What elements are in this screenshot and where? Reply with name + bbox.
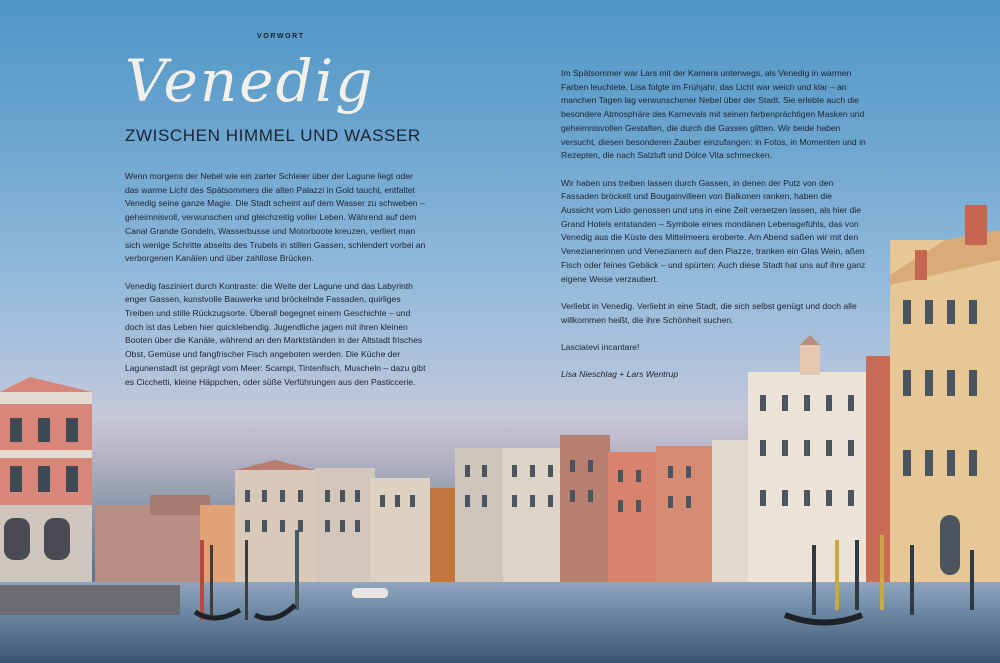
right-paragraph-1: Im Spätsommer war Lars mit der Kamera unterwegs, als Venedig in warmen Farben leuchtete. Lisa folgte im Frühjahr, das Licht war weich und klar – an manchen Tagen lag verwunschener Nebel über der Stadt. Sie erlebte auch die besondere Atmosphäre des Karnevals mit seinen farbenprächtigen Masken und geheimnisvollen Gestalten, die durch die Gassen glitten. Wir beide haben versucht, diesen besonderen Zauber einzufangen: in Fotos, in Momenten und in Rezepten, die nach Salzluft und Dolce Vita schmecken. xyxy=(561,68,866,161)
subtitle: ZWISCHEN HIMMEL UND WASSER xyxy=(125,126,421,145)
right-paragraph-4: Lasciatevi incantare! xyxy=(561,342,640,353)
left-paragraph-2: Venedig fasziniert durch Kontraste: die Weite der Lagune und das Labyrinth enger Gassen, kunstvolle Bauwerke und bröckelnde Fassaden, quirliges Treiben und stille Rückzugsorte. Überall begegnet einem Geschichte – und doch ist das Leben hier quicklebendig. Jugendliche jagen mit ihren kleinen Booten über die Kanäle, während an den Marktständen in der Altstadt frisches Obst, Gemüse und fangfrischer Fisch angeboten werden. Die Küche der Lagunenstadt ist geprägt vom Meer: Scampi, Tintenfisch, Muscheln – dazu gibt es Cicchetti, kleine Häppchen, oder süße Verführungen aus den Pasticcerie. xyxy=(125,280,426,387)
water-taxi xyxy=(352,588,388,598)
signature: Lisa Nieschlag + Lars Wentrup xyxy=(561,369,679,380)
right-column xyxy=(561,67,866,382)
left-paragraph-1: Wenn morgens der Nebel wie ein zarter Schleier über der Lagune liegt oder das warme Licht des Spätsommers die alten Palazzi in Gold taucht, entfaltet Venedig seine ganze Magie. Die Stadt scheint auf dem Wasser zu schweben – geheimnisvoll, verwunschen und gleichzeitig voller Leben. Während auf dem Canal Grande Gondeln, Wasserbusse und Motorboote kreuzen, verliert man sich wenige Schritte abseits des Trubels in stillen Gassen, schlendert vorbei an verborgenen Kanälen und über zahllose Brücken. xyxy=(125,171,426,264)
right-paragraph-3: Verliebt in Venedig. Verliebt in eine Stadt, die sich selbst genügt und doch alle willkommen heißt, die ihre Schönheit suchen. xyxy=(561,300,857,325)
left-column xyxy=(125,170,427,403)
right-paragraph-2: Wir haben uns treiben lassen durch Gassen, in denen der Putz von den Fassaden bröckelt und Bougainvilleen von Balkonen ranken, haben die Aussicht vom Lido genossen und uns in eine Zeit versetzen lassen, als hier die Grand Hotels entstanden – Symbole eines mondänen Lebensgefühls, das von Venedig aus die Küste des Mittelmeers eroberte. Am Abend saßen wir mit den Venezianerinnen und Venezianern auf den Piazze, tranken ein Glas Wein, aßen Fisch oder feines Gebäck – und spürten: Auch diese Stadt hat uns auf ihre ganz eigene Weise verzaubert. xyxy=(561,177,866,284)
title-script: Venedig xyxy=(125,47,375,115)
section-label: VORWORT xyxy=(257,33,305,40)
quay xyxy=(0,585,180,615)
left-palazzo xyxy=(0,377,92,590)
